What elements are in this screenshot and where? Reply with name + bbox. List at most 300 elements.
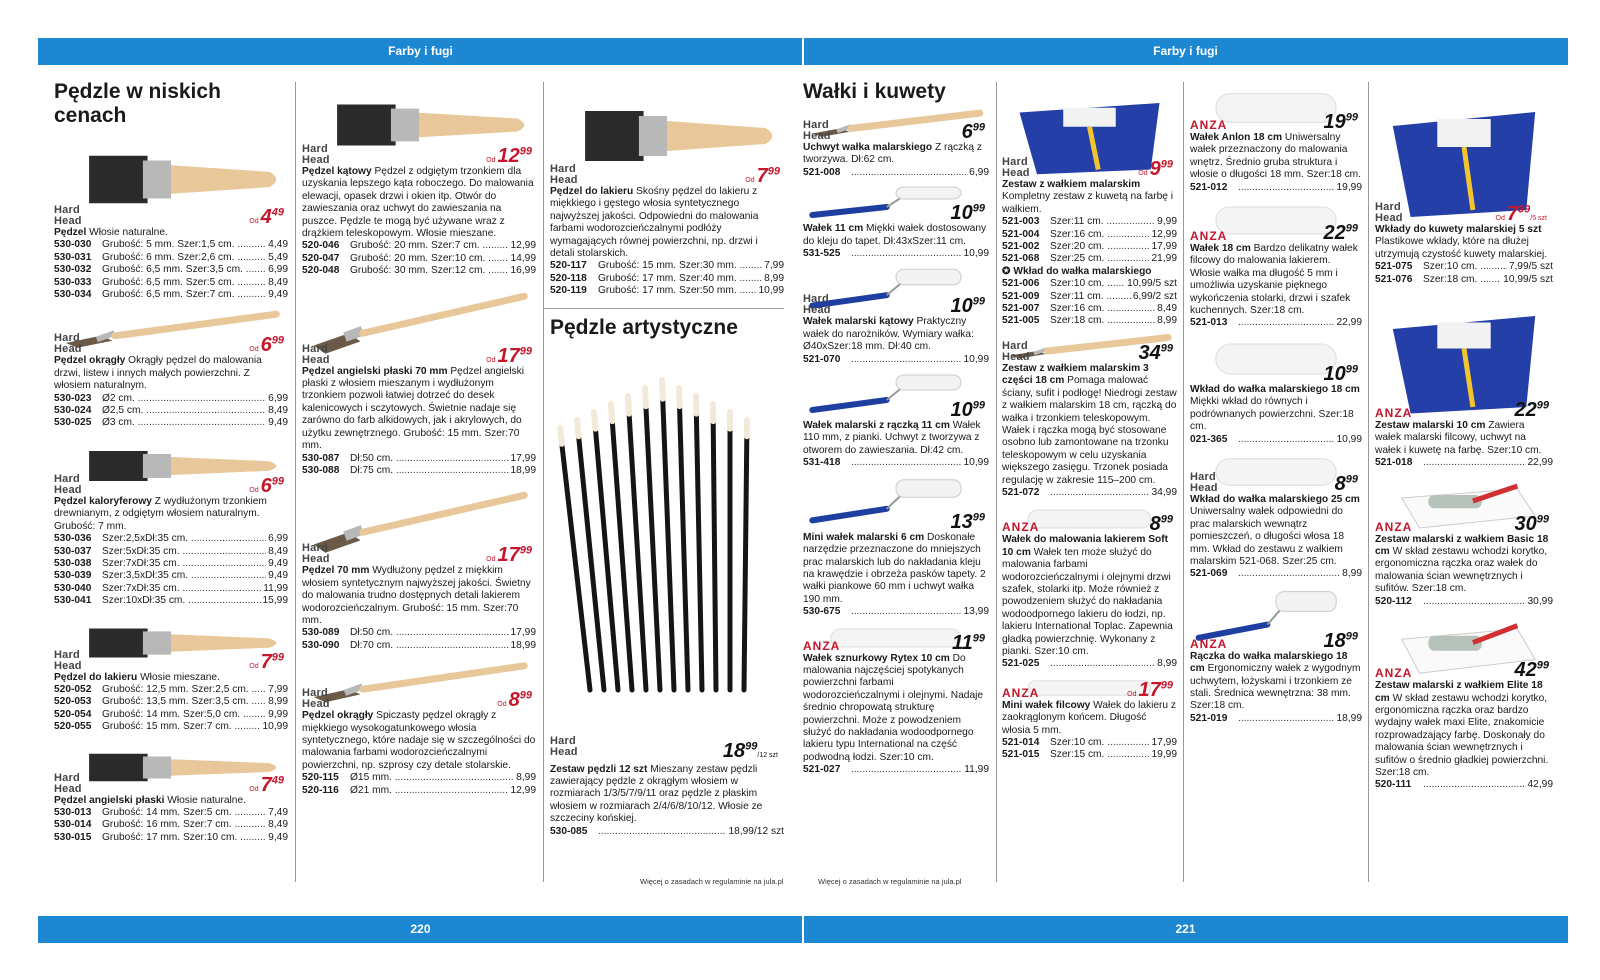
- sku-code: 521-015: [1002, 749, 1040, 761]
- sku-code: 021-365: [1190, 433, 1228, 445]
- price-main: 6: [260, 334, 272, 357]
- sku-row: [54, 239, 288, 251]
- product-item: [803, 623, 989, 777]
- price-prefix: Od: [249, 218, 259, 225]
- sku-spec: [1238, 713, 1335, 725]
- price-cents: 99: [972, 399, 985, 412]
- sku-row: [302, 785, 536, 797]
- price-main: 10: [950, 202, 973, 225]
- sku-code: 521-007: [1002, 303, 1040, 315]
- brand-hardhead: Hard Head: [1002, 156, 1030, 179]
- sku-row: [54, 570, 288, 582]
- sku-code: 530-014: [54, 819, 92, 831]
- sku-code: 521-069: [1190, 568, 1228, 580]
- sku-row: [302, 453, 536, 465]
- product-item: [1190, 334, 1362, 446]
- sku-code: 530-090: [302, 639, 340, 651]
- price-cents: 49: [271, 206, 284, 219]
- sku-spec: Grubość: 15 mm. Szer:30 mm. .....: [598, 260, 762, 272]
- sku-row: [54, 684, 288, 696]
- price-cents: 99: [1345, 111, 1358, 124]
- sku-row: [1002, 291, 1177, 303]
- column-2: [302, 80, 536, 885]
- sku-row: [803, 457, 989, 469]
- sku-price: 21,99: [1151, 253, 1177, 265]
- page-heading-rollers: Wałki i kuwety: [803, 80, 946, 103]
- sku-code: 530-087: [302, 452, 340, 464]
- sku-spec: Szer:10xDł:35 cm. .....: [102, 595, 261, 607]
- sku-code: 521-072: [1002, 486, 1040, 498]
- product-description: [54, 496, 288, 533]
- price-main: 34: [1138, 341, 1161, 364]
- sku-price: 10,99: [963, 248, 989, 260]
- product-item: [1190, 198, 1362, 330]
- product-item: [302, 84, 536, 278]
- sku-spec: [1050, 487, 1150, 499]
- price-prefix: Od: [745, 177, 755, 184]
- sku-price: 14,99: [510, 252, 536, 264]
- sku-code: 520-111: [1375, 779, 1412, 791]
- art-brush-stroke: [645, 388, 660, 690]
- product-name: Rączka do wałka malarskiego 18 cm: [1190, 650, 1348, 675]
- sku-code: 530-031: [54, 251, 92, 263]
- sku-row: [803, 764, 989, 776]
- sku-spec: Grubość: 6,5 mm. Szer:7 cm. .....: [102, 289, 266, 301]
- brand-anza: ANZA: [1002, 685, 1040, 700]
- price-main: 18: [722, 739, 746, 762]
- product-image: [54, 614, 288, 672]
- sku-row: [1002, 241, 1177, 253]
- sku-code: 520-115: [302, 772, 339, 784]
- sku-spec: Grubość: 30 mm. Szer:12 cm. .....: [350, 265, 509, 277]
- product-details: Bardzo delikatny wałek filcowy do malowania lakierem. Włosie wałka ma długość 5 mm i umożliwia uzyskanie pięknego wykończenia stolarki, drzwi i szafek kuchennych. Szer:18 cm.: [1190, 243, 1358, 317]
- product-list: [302, 84, 536, 797]
- art-brushes-image: [550, 340, 784, 760]
- product-description: [1002, 179, 1177, 216]
- sku-spec: [1423, 457, 1526, 469]
- sku-row: [54, 558, 288, 570]
- art-brush-stroke: [594, 412, 595, 429]
- column-7: [1375, 80, 1553, 885]
- product-price: [1324, 363, 1359, 386]
- product-price: [486, 145, 532, 168]
- sku-price: 7,99: [268, 683, 288, 695]
- sku-row: [302, 640, 536, 652]
- product-name: Pędzel angielski płaski: [54, 794, 165, 806]
- price-prefix: Od: [249, 785, 259, 793]
- art-brush-stroke: [713, 404, 716, 690]
- sku-price: 10,99: [963, 353, 989, 365]
- product-name: Uchwyt wałka malarskiego: [803, 142, 933, 153]
- sku-code: 530-037: [54, 545, 92, 557]
- sku-code: 521-002: [1002, 241, 1040, 253]
- brand-anza: ANZA: [1375, 666, 1413, 681]
- sku-row: [54, 721, 288, 733]
- sku-row: [54, 546, 288, 558]
- price-main: 7: [260, 650, 272, 673]
- sku-price: 8,99: [1157, 315, 1177, 327]
- product-item: [54, 436, 288, 608]
- sku-row: [1375, 779, 1553, 791]
- sku-price: 17,99: [510, 627, 536, 639]
- sku-code: 521-068: [1002, 253, 1040, 265]
- section-title-right: Farby i fugi: [1153, 44, 1218, 58]
- sku-code: 530-089: [302, 627, 340, 639]
- product-name: Pędzel kaloryferowy: [54, 495, 152, 507]
- sku-code: 521-013: [1190, 317, 1228, 329]
- product-description: [302, 710, 536, 772]
- product-image: [1190, 585, 1362, 651]
- product-image: [803, 474, 989, 532]
- product-details: Wydłużony pędzel z miękkim włosiem syntetycznym najwyższej jakości. Świetny do malowania trudno dostępnych detali lakierem wodorozcieńczalnym. Grubość: 15 mm. Szer:70 mm.: [302, 565, 531, 626]
- sku-code: 521-008: [803, 166, 841, 178]
- sku-spec: Ø2 cm. .....: [102, 393, 266, 405]
- product-price: [1150, 513, 1173, 536]
- product-description: [1375, 680, 1553, 779]
- sku-row: [1002, 278, 1177, 290]
- product-name: Zestaw malarski z wałkiem Basic 18 cm: [1375, 533, 1549, 558]
- price-prefix: Od: [249, 662, 259, 670]
- price-prefix: Od: [1127, 690, 1137, 698]
- product-image: [1375, 612, 1553, 680]
- product-description: [1002, 363, 1177, 487]
- product-name: Pędzel okrągły: [54, 355, 126, 367]
- product-details: Włosie mieszane.: [137, 671, 220, 683]
- brand-hardhead: Hard Head: [302, 542, 330, 566]
- sku-price: 15,99: [262, 595, 288, 607]
- price-cents: 99: [972, 631, 985, 644]
- brand-hardhead: Hard Head: [302, 143, 330, 166]
- product-details: Plastikowe wkłady, które na dłużej utrzymują czystość kuwety malarskiej.: [1375, 236, 1548, 260]
- sku-price: 9,49: [268, 289, 288, 301]
- product-price: [1515, 399, 1550, 422]
- price-prefix: Od: [497, 701, 507, 709]
- sku-code: 521-025: [1002, 658, 1040, 670]
- section-header-bar: [38, 38, 1568, 65]
- sku-row: [54, 709, 288, 721]
- art-brush-stroke: [560, 428, 562, 444]
- product-image: [302, 483, 536, 565]
- sku-row: [1190, 317, 1362, 329]
- price-main: 6: [961, 121, 973, 143]
- sku-spec: Szer:11 cm. .....: [1050, 291, 1131, 303]
- sku-spec: Szer:16 cm. .....: [1050, 303, 1155, 315]
- sku-code: 521-027: [803, 764, 841, 776]
- product-list: [803, 108, 989, 777]
- sku-price: 10,99: [1336, 433, 1362, 445]
- sku-price: 9,49: [268, 831, 288, 843]
- price-main: 7: [1506, 203, 1519, 225]
- sku-row: [1002, 216, 1177, 228]
- sku-price: 8,99: [268, 696, 288, 708]
- sku-row: [302, 465, 536, 477]
- sku-row: [1002, 749, 1177, 761]
- sku-code: 531-525: [803, 248, 841, 260]
- product-item: [1375, 612, 1553, 792]
- product-description: [1190, 132, 1362, 182]
- product-description: [803, 420, 989, 457]
- sku-spec: Grubość: 17 mm. Szer:50 mm. .....: [598, 285, 757, 297]
- sku-row: [302, 627, 536, 639]
- sku-row: [1002, 303, 1177, 315]
- price-cents: 99: [271, 475, 284, 488]
- sku-spec: Szer:10 cm. .....: [1423, 261, 1507, 273]
- sku-spec: [851, 167, 967, 179]
- sku-price: 42,99: [1527, 779, 1553, 791]
- product-details: Z rączką z tworzywa. Dł:62 cm.: [803, 142, 982, 166]
- product-description: [550, 764, 784, 826]
- product-item: [550, 86, 784, 298]
- sku-spec: [1238, 182, 1335, 194]
- sku-spec: Grubość: 6,5 mm. Szer:5 cm. .....: [102, 277, 266, 289]
- sku-code: 530-675: [803, 606, 841, 618]
- product-price: [1324, 111, 1359, 134]
- product-item: [302, 658, 536, 797]
- sku-code: 530-034: [54, 289, 92, 301]
- sku-row: [54, 417, 288, 429]
- sku-spec: [851, 606, 962, 618]
- column-6: [1190, 80, 1362, 885]
- sku-price: 8,99: [1342, 568, 1362, 580]
- product-item: [803, 370, 989, 470]
- product-name: Zestaw z wałkiem malarskim 3 części 18 cm: [1002, 362, 1149, 387]
- sku-spec: Szer:20 cm. .....: [1050, 241, 1150, 253]
- price-main: 11: [951, 631, 973, 654]
- sku-row: [803, 606, 989, 618]
- sku-row: [1190, 182, 1362, 194]
- product-item: [1002, 676, 1177, 762]
- product-details: W skład zestawu wchodzi korytko, ergonomiczna rączka oraz wałek do malowania ścian wewnętrznych i sufitów. Szer:18 cm.: [1375, 546, 1548, 595]
- sku-row: [54, 595, 288, 607]
- sku-price: 6,99: [969, 166, 989, 178]
- page-heading-brushes: Pędzle w niskich cenach: [54, 80, 221, 127]
- price-main: 42: [1514, 659, 1537, 682]
- price-main: 4: [260, 206, 272, 228]
- product-item: [803, 264, 989, 366]
- product-description: [803, 316, 989, 353]
- sku-spec: [1238, 568, 1340, 580]
- price-cents: 99: [1518, 203, 1531, 216]
- product-name: Zestaw malarski 10 cm: [1375, 420, 1486, 432]
- sku-code: 520-048: [302, 265, 340, 277]
- product-item: [302, 483, 536, 652]
- sku-price: 7,99/5 szt: [1508, 261, 1553, 273]
- price-main: 19: [1323, 111, 1346, 133]
- sku-code: 521-075: [1375, 261, 1413, 273]
- sku-spec: [1423, 596, 1526, 608]
- product-item: [1190, 84, 1362, 194]
- sku-spec: Grubość: 6 mm. Szer:2,6 cm. .....: [102, 252, 266, 264]
- page-heading-art-brushes: Pędzle artystyczne: [550, 315, 738, 339]
- sku-row: [54, 264, 288, 276]
- product-item: [1375, 474, 1553, 608]
- price-main: 10: [950, 399, 973, 422]
- product-price: [1139, 342, 1174, 365]
- sku-row: [1002, 229, 1177, 241]
- product-name: Wałek 11 cm: [803, 223, 864, 235]
- price-prefix: Od: [486, 157, 496, 164]
- sku-row: [54, 807, 288, 819]
- sku-row: [54, 289, 288, 301]
- sku-row: [1002, 737, 1177, 749]
- price-main: 17: [1138, 678, 1161, 701]
- product-details: Wałek 110 mm, z pianki. Uchwyt z tworzywa z otworem do zawieszania. Dł:42 cm.: [803, 420, 981, 456]
- price-main: 10: [950, 295, 973, 318]
- product-name: Zestaw malarski z wałkiem Elite 18 cm: [1375, 680, 1543, 704]
- sku-spec: Ø15 mm. .....: [350, 772, 514, 784]
- product-image: [1002, 84, 1177, 179]
- brand-hardhead: Hard Head: [54, 771, 82, 795]
- sku-row: [54, 393, 288, 405]
- brand-hardhead: Hard Head: [1190, 470, 1218, 494]
- sku-code: 530-039: [54, 570, 92, 582]
- sku-spec: Szer:7xDł:35 cm. .....: [102, 583, 261, 595]
- product-details: W skład zestawu wchodzi korytko, ergonomiczna rączka oraz bardzo wydajny wałek maxi Elite, znakomicie rozprowadzający farbę. Doskonały do malowania ścian wewnętrznych i sufitów o średnio gładkiej powierzchni. Szer:18 cm.: [1375, 692, 1549, 778]
- product-image: [1190, 198, 1362, 243]
- product-description: [803, 653, 989, 765]
- brand-anza: ANZA: [1375, 519, 1413, 534]
- product-description: [803, 223, 989, 248]
- sku-row: [550, 826, 784, 838]
- sku-price: 10,99: [963, 457, 989, 469]
- sku-spec: Szer:2,5xDł:35 cm. .....: [102, 533, 266, 545]
- sku-spec: Grubość: 5 mm. Szer:1,5 cm. .....: [102, 239, 266, 251]
- sku-spec: Dł:75 cm. .....: [350, 465, 509, 477]
- price-main: 12: [497, 145, 520, 167]
- sku-price: 9,49: [268, 557, 288, 569]
- product-description: [1375, 224, 1553, 261]
- product-details: Kompletny zestaw z kuwetą na farbę i wałkiem.: [1002, 191, 1174, 215]
- price-cents: 99: [1536, 659, 1549, 672]
- brand-anza: ANZA: [1190, 229, 1228, 244]
- sku-spec: Grubość: 14 mm. Szer:5,0 cm. .....: [102, 709, 266, 721]
- brand-hardhead: Hard Head: [550, 734, 578, 758]
- price-main: 17: [497, 544, 520, 567]
- product-image: [550, 86, 784, 186]
- sku-price: 9,99: [268, 708, 288, 720]
- product-price: [249, 774, 284, 797]
- sku-price: 9,49: [268, 570, 288, 582]
- price-main: 17: [497, 344, 520, 367]
- price-main: 7: [756, 165, 768, 187]
- product-item: [54, 614, 288, 734]
- column-divider: [1183, 82, 1184, 882]
- sku-spec: Szer:11 cm. .....: [1050, 216, 1155, 228]
- price-main: 13: [950, 510, 973, 533]
- product-price: [723, 740, 780, 763]
- sku-code: 530-041: [54, 595, 92, 607]
- product-price: [497, 689, 532, 712]
- sku-price: 12,99: [510, 784, 536, 796]
- sku-price: 17,99: [510, 452, 536, 464]
- art-brush-stroke: [696, 396, 702, 690]
- sku-spec: Szer:15 cm. .....: [1050, 749, 1150, 761]
- product-name: Wałek do malowania lakierem Soft 10 cm: [1002, 534, 1169, 558]
- sku-code: 521-009: [1002, 290, 1040, 302]
- price-cents: 99: [1160, 513, 1173, 526]
- sku-spec: Szer:3,5xDł:35 cm. .....: [102, 570, 266, 582]
- product-price: [745, 165, 780, 188]
- sku-row: [54, 252, 288, 264]
- product-image: [54, 307, 288, 355]
- product-item: [302, 284, 536, 478]
- sku-price: 12,99: [1151, 228, 1177, 240]
- product-name: Wkład do wałka malarskiego 25 cm: [1190, 493, 1360, 505]
- product-item: [54, 307, 288, 429]
- sku-price: 18,99: [510, 639, 536, 651]
- price-main: 8: [1334, 472, 1346, 495]
- art-brush-stroke: [662, 380, 663, 399]
- product-description: [302, 366, 536, 453]
- price-main: 22: [1323, 222, 1346, 245]
- sku-row: [302, 253, 536, 265]
- sku-price: 9,99: [1157, 216, 1177, 228]
- price-cents: 99: [1345, 630, 1358, 643]
- price-cents: 99: [1160, 158, 1173, 171]
- price-unit: /5 szt: [1530, 215, 1547, 222]
- art-brush-stroke: [611, 404, 612, 421]
- brand-anza: ANZA: [1002, 520, 1040, 535]
- product-item: [803, 108, 989, 179]
- sku-price: 17,99: [1151, 737, 1177, 749]
- brand-anza: ANZA: [1375, 406, 1413, 421]
- product-image: [803, 264, 989, 316]
- brand-hardhead: Hard Head: [1002, 339, 1030, 363]
- product-name: Pędzel do lakieru: [550, 186, 634, 197]
- product-details: Z wydłużonym trzonkiem drewnianym, z odgiętym włosiem naturalnym. Grubość: 7 mm.: [54, 495, 267, 532]
- sku-price: 30,99: [1527, 595, 1553, 607]
- product-description: [1375, 420, 1553, 457]
- product-details: Ergonomiczny wałek z wygodnym uchwytem, łożyskami i trzonkiem ze stali. Średnica wewnętrzna: 38 mm. Szer:18 cm.: [1190, 663, 1361, 712]
- product-image: [1190, 334, 1362, 384]
- brand-hardhead: Hard Head: [302, 342, 330, 366]
- product-details: Pędzel z odgiętym trzonkiem dla uzyskania lepszego kąta roboczego. Do malowania elewacji, opasek drzwi i okien itp. Otwór do zawieszania oraz uchwyt do zawieszania na puszce. Pędzle te mogą być używane wraz z drążkiem teleskopowym. Włosie mieszane.: [302, 166, 534, 240]
- sku-spec: [598, 826, 726, 838]
- product-item: [803, 474, 989, 619]
- sku-code: 520-054: [54, 708, 92, 720]
- sku-row: [1002, 487, 1177, 499]
- sku-code: 521-005: [1002, 315, 1040, 327]
- sku-row: [1375, 596, 1553, 608]
- price-main: 6: [260, 474, 272, 497]
- price-main: 30: [1514, 512, 1537, 535]
- sku-spec: Grubość: 17 mm. Szer:10 cm. .....: [102, 832, 266, 844]
- sku-code: 521-070: [803, 353, 841, 365]
- product-price: [952, 632, 985, 655]
- product-name: Wałek Anlon 18 cm: [1190, 132, 1283, 143]
- sku-spec: [851, 354, 962, 366]
- sku-price: 8,49: [268, 405, 288, 417]
- product-art-brush-set: [550, 340, 784, 838]
- product-details: Uniwersalny wałek odpowiedni do prac malarskich wewnątrz pomieszczeń, o długości włosa 18 mm. Wkład do zestawu z wałkiem malarskim 521-068. Szer:25 cm.: [1190, 506, 1345, 567]
- product-price: [1324, 630, 1359, 653]
- sku-code: 530-023: [54, 392, 92, 404]
- sku-spec: [1238, 434, 1335, 446]
- price-cents: 99: [745, 740, 758, 752]
- sku-code: 521-076: [1375, 273, 1413, 285]
- price-main: 18: [1323, 629, 1346, 652]
- sku-spec: Grubość: 14 mm. Szer:5 cm. .....: [102, 807, 266, 819]
- price-cents: 99: [519, 145, 532, 158]
- product-price: [962, 121, 985, 144]
- sku-spec: Ø3 cm. .....: [102, 417, 266, 429]
- sku-spec: Szer:16 cm. .....: [1050, 229, 1150, 241]
- sku-spec: [1238, 317, 1335, 329]
- sku-price: 22,99: [1527, 457, 1553, 469]
- product-list: [1002, 84, 1177, 762]
- product-name: Pędzel do lakieru: [54, 671, 138, 683]
- brand-anza: ANZA: [803, 638, 841, 653]
